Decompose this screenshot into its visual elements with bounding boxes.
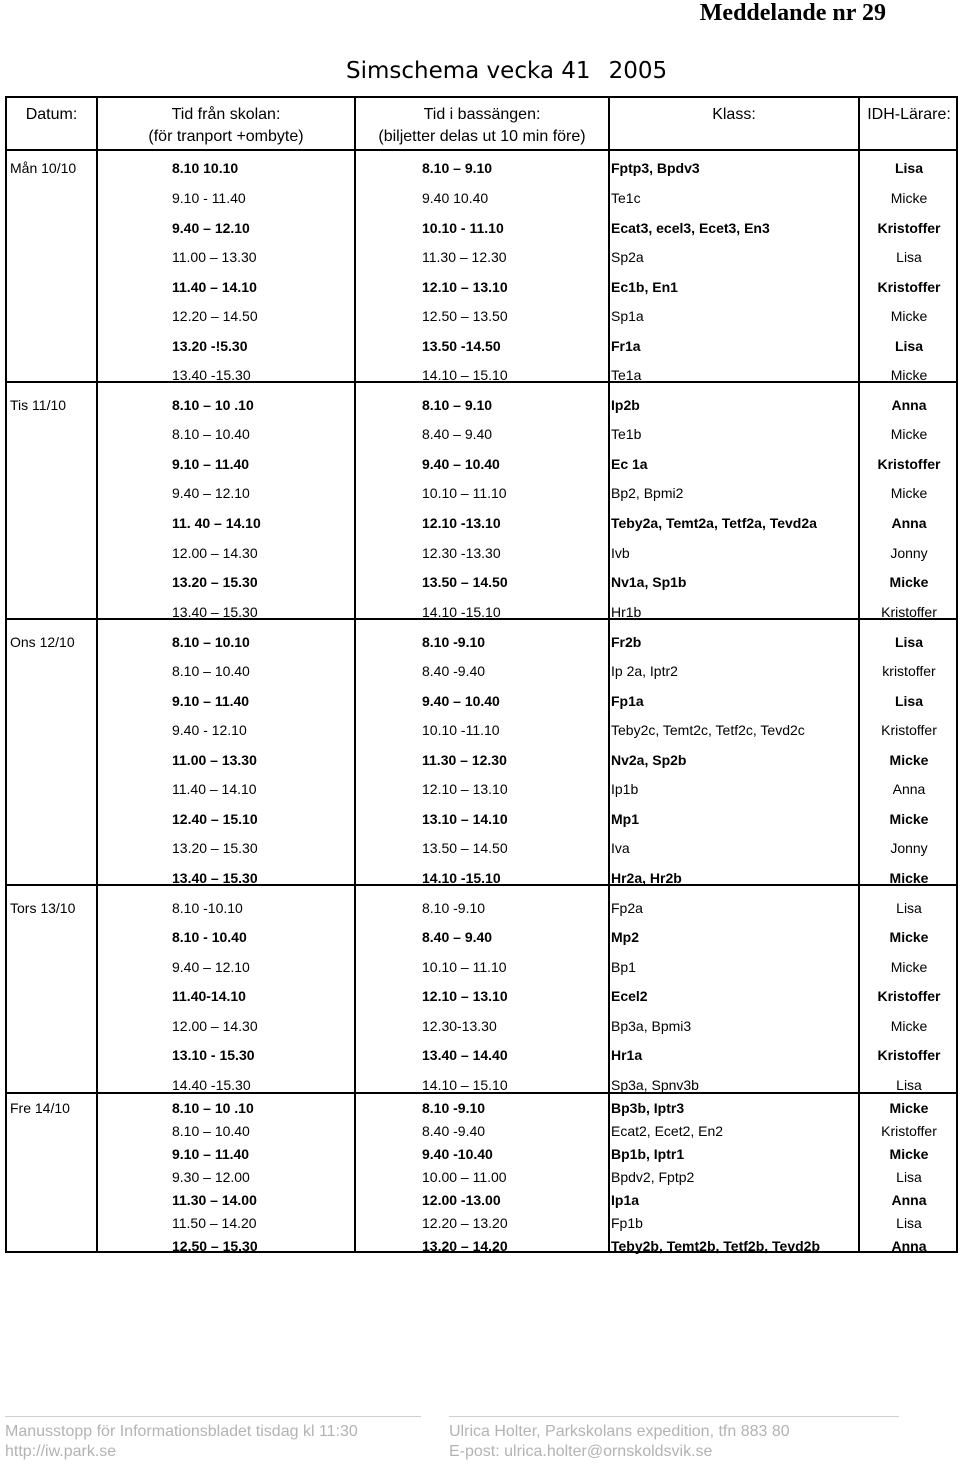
class-name: Fptp3, Bpdv3: [611, 160, 700, 176]
pool-time: 8.40 -9.40: [422, 663, 486, 679]
pool-time: 14.10 -15.10: [422, 604, 501, 620]
teacher-name: Lisa: [896, 249, 922, 265]
time-from-school: 11.00 – 13.30: [172, 752, 257, 768]
column-divider: [608, 98, 610, 1251]
teacher-name: Micke: [889, 870, 929, 886]
class-name: Nv1a, Sp1b: [611, 574, 687, 590]
pool-time: 13.40 – 14.40: [422, 1047, 508, 1063]
time-from-school: 9.40 – 12.10: [172, 485, 250, 501]
class-name: Fp2a: [611, 900, 643, 916]
pool-time: 9.40 -10.40: [422, 1146, 493, 1162]
footer-left: [5, 1422, 358, 1462]
footer-rule-right: [449, 1416, 899, 1417]
pool-time: 8.10 – 9.10: [422, 397, 493, 413]
time-from-school: 13.20 – 15.30: [172, 574, 258, 590]
class-name: Ivb: [611, 545, 630, 561]
pool-time: 12.10 – 13.10: [422, 781, 508, 797]
pool-time: 10.10 – 11.10: [422, 485, 507, 501]
header-tid-skolan-sub: (för tranport +ombyte): [148, 128, 304, 145]
class-name: Fr1a: [611, 338, 641, 354]
time-from-school: 11.00 – 13.30: [172, 249, 257, 265]
teacher-name: Lisa: [894, 160, 923, 176]
time-from-school: 8.10 – 10.40: [172, 1123, 250, 1139]
time-from-school: 8.10 – 10.40: [172, 663, 250, 679]
class-name: Ecat3, ecel3, Ecet3, En3: [611, 220, 770, 236]
pool-time: 8.10 -9.10: [422, 634, 486, 650]
time-from-school: 9.10 – 11.40: [172, 456, 250, 472]
time-from-school: 13.40 – 15.30: [172, 604, 258, 620]
title-year: 2005: [608, 58, 668, 84]
teacher-name: Micke: [890, 426, 928, 442]
teacher-name: Micke: [889, 929, 929, 945]
class-name: Bp1: [611, 959, 636, 975]
time-from-school: 9.10 - 11.40: [172, 190, 246, 206]
pool-time: 13.50 – 14.50: [422, 574, 508, 590]
teacher-name: Jonny: [890, 840, 928, 856]
teacher-name: Kristoffer: [881, 604, 937, 620]
teacher-name: Micke: [890, 190, 928, 206]
class-name: Sp3a, Spnv3b: [611, 1077, 699, 1093]
pool-time: 12.20 – 13.20: [422, 1215, 508, 1231]
time-from-school: 12.40 – 15.10: [172, 811, 258, 827]
time-from-school: 8.10 – 10 .10: [172, 397, 254, 413]
teacher-name: Kristoffer: [881, 1123, 937, 1139]
class-name: Iva: [611, 840, 630, 856]
pool-time: 14.10 -15.10: [422, 870, 501, 886]
footer-deadline: Manusstopp för Informationsbladet tisdag kl 11:30: [5, 1423, 358, 1440]
class-name: Ip1b: [611, 781, 639, 797]
class-name: Te1b: [611, 426, 642, 442]
title-text: Simschema vecka 41: [346, 58, 591, 84]
pool-time: 12.10 – 13.10: [422, 988, 508, 1004]
header-larare: IDH-Lärare:: [867, 106, 951, 123]
pool-time: 12.30-13.30: [422, 1018, 497, 1034]
teacher-name: Kristoffer: [877, 220, 941, 236]
pool-time: 12.00 -13.00: [422, 1192, 501, 1208]
time-from-school: 8.10 – 10 .10: [172, 1100, 254, 1116]
time-from-school: 9.40 - 12.10: [172, 722, 247, 738]
class-name: Mp1: [611, 811, 639, 827]
teacher-name: Micke: [890, 1018, 928, 1034]
header-tid-bassang-label: Tid i bassängen:: [423, 106, 541, 123]
footer-url[interactable]: http://iw.park.se: [5, 1443, 117, 1460]
time-from-school: 12.50 – 15.30: [172, 1238, 258, 1254]
class-name: Fr2b: [611, 634, 642, 650]
teacher-name: Lisa: [894, 634, 923, 650]
time-from-school: 13.40 -15.30: [172, 367, 251, 383]
teacher-name: Kristoffer: [877, 988, 941, 1004]
class-name: Ec1b, En1: [611, 279, 678, 295]
pool-time: 12.50 – 13.50: [422, 308, 508, 324]
teacher-name: Anna: [891, 1238, 927, 1254]
time-from-school: 13.20 -!5.30: [172, 338, 248, 354]
pool-time: 8.40 – 9.40: [422, 929, 493, 945]
time-from-school: 8.10 – 10.40: [172, 426, 250, 442]
teacher-name: Lisa: [896, 1169, 922, 1185]
class-name: Bp2, Bpmi2: [611, 485, 684, 501]
time-from-school: 11.50 – 14.20: [172, 1215, 257, 1231]
day-label-tue: Tis 11/10: [10, 397, 67, 413]
pool-time: 10.00 – 11.00: [422, 1169, 507, 1185]
teacher-name: Lisa: [896, 1077, 922, 1093]
pool-time: 8.40 – 9.40: [422, 426, 493, 442]
teacher-name: Kristoffer: [881, 722, 937, 738]
class-name: Bpdv2, Fptp2: [611, 1169, 695, 1185]
class-name: Sp2a: [611, 249, 644, 265]
time-from-school: 12.00 – 14.30: [172, 1018, 258, 1034]
teacher-name: Anna: [891, 397, 927, 413]
pool-time: 10.10 – 11.10: [422, 959, 507, 975]
header-tid-bassang-sub: (biljetter delas ut 10 min före): [378, 128, 586, 145]
pool-time: 8.40 -9.40: [422, 1123, 486, 1139]
class-name: Hr2a, Hr2b: [611, 870, 682, 886]
schedule-table: [5, 96, 958, 1253]
class-name: Bp1b, Iptr1: [611, 1146, 685, 1162]
footer-right: [449, 1422, 790, 1462]
class-name: Ec 1a: [611, 456, 648, 472]
column-divider: [96, 98, 98, 1251]
class-name: Bp3a, Bpmi3: [611, 1018, 692, 1034]
teacher-name: Anna: [891, 1192, 927, 1208]
pool-time: 14.10 – 15.10: [422, 367, 508, 383]
pool-time: 9.40 – 10.40: [422, 693, 500, 709]
pool-time: 8.10 -9.10: [422, 900, 486, 916]
pool-time: 12.10 -13.10: [422, 515, 501, 531]
time-from-school: 9.40 – 12.10: [172, 959, 250, 975]
teacher-name: Anna: [892, 781, 926, 797]
class-name: Fp1b: [611, 1215, 643, 1231]
pool-time: 13.10 – 14.10: [422, 811, 508, 827]
teacher-name: Anna: [891, 515, 927, 531]
teacher-name: Micke: [890, 367, 928, 383]
time-from-school: 13.10 - 15.30: [172, 1047, 255, 1063]
teacher-name: Micke: [889, 811, 929, 827]
class-name: Te1a: [611, 367, 642, 383]
class-name: Ip2b: [611, 397, 640, 413]
header-tid-bassang: [356, 104, 608, 148]
class-name: Hr1a: [611, 1047, 643, 1063]
class-name: Teby2c, Temt2c, Tetf2c, Tevd2c: [611, 722, 805, 738]
header-tid-skolan-label: Tid från skolan:: [171, 106, 281, 123]
time-from-school: 11.40-14.10: [172, 988, 246, 1004]
pool-time: 12.30 -13.30: [422, 545, 501, 561]
time-from-school: 8.10 – 10.10: [172, 634, 250, 650]
teacher-name: Lisa: [894, 693, 923, 709]
pool-time: 14.10 – 15.10: [422, 1077, 508, 1093]
teacher-name: Lisa: [896, 900, 922, 916]
page-title: [346, 58, 685, 84]
class-name: Nv2a, Sp2b: [611, 752, 687, 768]
time-from-school: 9.30 – 12.00: [172, 1169, 250, 1185]
header-klass: Klass:: [712, 106, 756, 123]
teacher-name: Micke: [889, 574, 929, 590]
class-name: Ecel2: [611, 988, 648, 1004]
pool-time: 13.20 – 14.20: [422, 1238, 508, 1254]
day-label-thu: Tors 13/10: [10, 900, 76, 916]
footer-rule-left: [5, 1416, 421, 1417]
class-name: Ip1a: [611, 1192, 640, 1208]
pool-time: 11.30 – 12.30: [422, 752, 507, 768]
time-from-school: 9.10 – 11.40: [172, 1146, 250, 1162]
pool-time: 9.40 – 10.40: [422, 456, 500, 472]
class-name: Sp1a: [611, 308, 644, 324]
time-from-school: 11.40 – 14.10: [172, 781, 257, 797]
teacher-name: Micke: [890, 308, 928, 324]
class-name: Teby2a, Temt2a, Tetf2a, Tevd2a: [611, 515, 817, 531]
time-from-school: 8.10 10.10: [172, 160, 239, 176]
time-from-school: 13.20 – 15.30: [172, 840, 258, 856]
time-from-school: 9.10 – 11.40: [172, 693, 250, 709]
day-label-wed: Ons 12/10: [10, 634, 75, 650]
class-name: Bp3b, Iptr3: [611, 1100, 685, 1116]
pool-time: 10.10 - 11.10: [422, 220, 504, 236]
footer-contact: Ulrica Holter, Parkskolans expedition, tfn 883 80: [449, 1423, 790, 1440]
time-from-school: 11.30 – 14.00: [172, 1192, 257, 1208]
class-name: Ip 2a, Iptr2: [611, 663, 678, 679]
pool-time: 8.10 -9.10: [422, 1100, 486, 1116]
pool-time: 13.50 -14.50: [422, 338, 501, 354]
header-tid-skolan: [98, 104, 354, 148]
class-name: Mp2: [611, 929, 639, 945]
day-label-mon: Mån 10/10: [10, 160, 77, 176]
time-from-school: 8.10 -10.10: [172, 900, 243, 916]
teacher-name: Kristoffer: [877, 279, 941, 295]
teacher-name: Kristoffer: [877, 456, 941, 472]
class-name: Teby2b, Temt2b, Tetf2b, Tevd2b: [611, 1238, 820, 1254]
newsletter-number: Meddelande nr 29: [699, 0, 886, 26]
day-label-fri: Fre 14/10: [10, 1100, 70, 1116]
class-name: Ecat2, Ecet2, En2: [611, 1123, 724, 1139]
class-name: Fp1a: [611, 693, 644, 709]
column-divider: [354, 98, 356, 1251]
time-from-school: 9.40 – 12.10: [172, 220, 250, 236]
teacher-name: Kristoffer: [877, 1047, 941, 1063]
pool-time: 9.40 10.40: [422, 190, 489, 206]
time-from-school: 11. 40 – 14.10: [172, 515, 261, 531]
pool-time: 8.10 – 9.10: [422, 160, 493, 176]
pool-time: 11.30 – 12.30: [422, 249, 507, 265]
time-from-school: 13.40 – 15.30: [172, 870, 258, 886]
teacher-name: Micke: [890, 959, 928, 975]
teacher-name: Micke: [889, 1100, 929, 1116]
pool-time: 13.50 – 14.50: [422, 840, 508, 856]
header-datum: Datum:: [25, 106, 78, 123]
class-name: Te1c: [611, 190, 641, 206]
teacher-name: Micke: [889, 752, 929, 768]
teacher-name: Micke: [890, 485, 928, 501]
time-from-school: 14.40 -15.30: [172, 1077, 251, 1093]
pool-time: 10.10 -11.10: [422, 722, 500, 738]
teacher-name: Micke: [889, 1146, 929, 1162]
time-from-school: 8.10 - 10.40: [172, 929, 247, 945]
teacher-name: Lisa: [894, 338, 923, 354]
header-divider: [7, 149, 956, 151]
pool-time: 12.10 – 13.10: [422, 279, 508, 295]
time-from-school: 12.00 – 14.30: [172, 545, 258, 561]
footer-email[interactable]: E-post: ulrica.holter@ornskoldsvik.se: [449, 1443, 713, 1460]
class-name: Hr1b: [611, 604, 642, 620]
time-from-school: 12.20 – 14.50: [172, 308, 258, 324]
teacher-name: Jonny: [890, 545, 928, 561]
teacher-name: Lisa: [896, 1215, 922, 1231]
teacher-name: kristoffer: [882, 663, 936, 679]
time-from-school: 11.40 – 14.10: [172, 279, 257, 295]
